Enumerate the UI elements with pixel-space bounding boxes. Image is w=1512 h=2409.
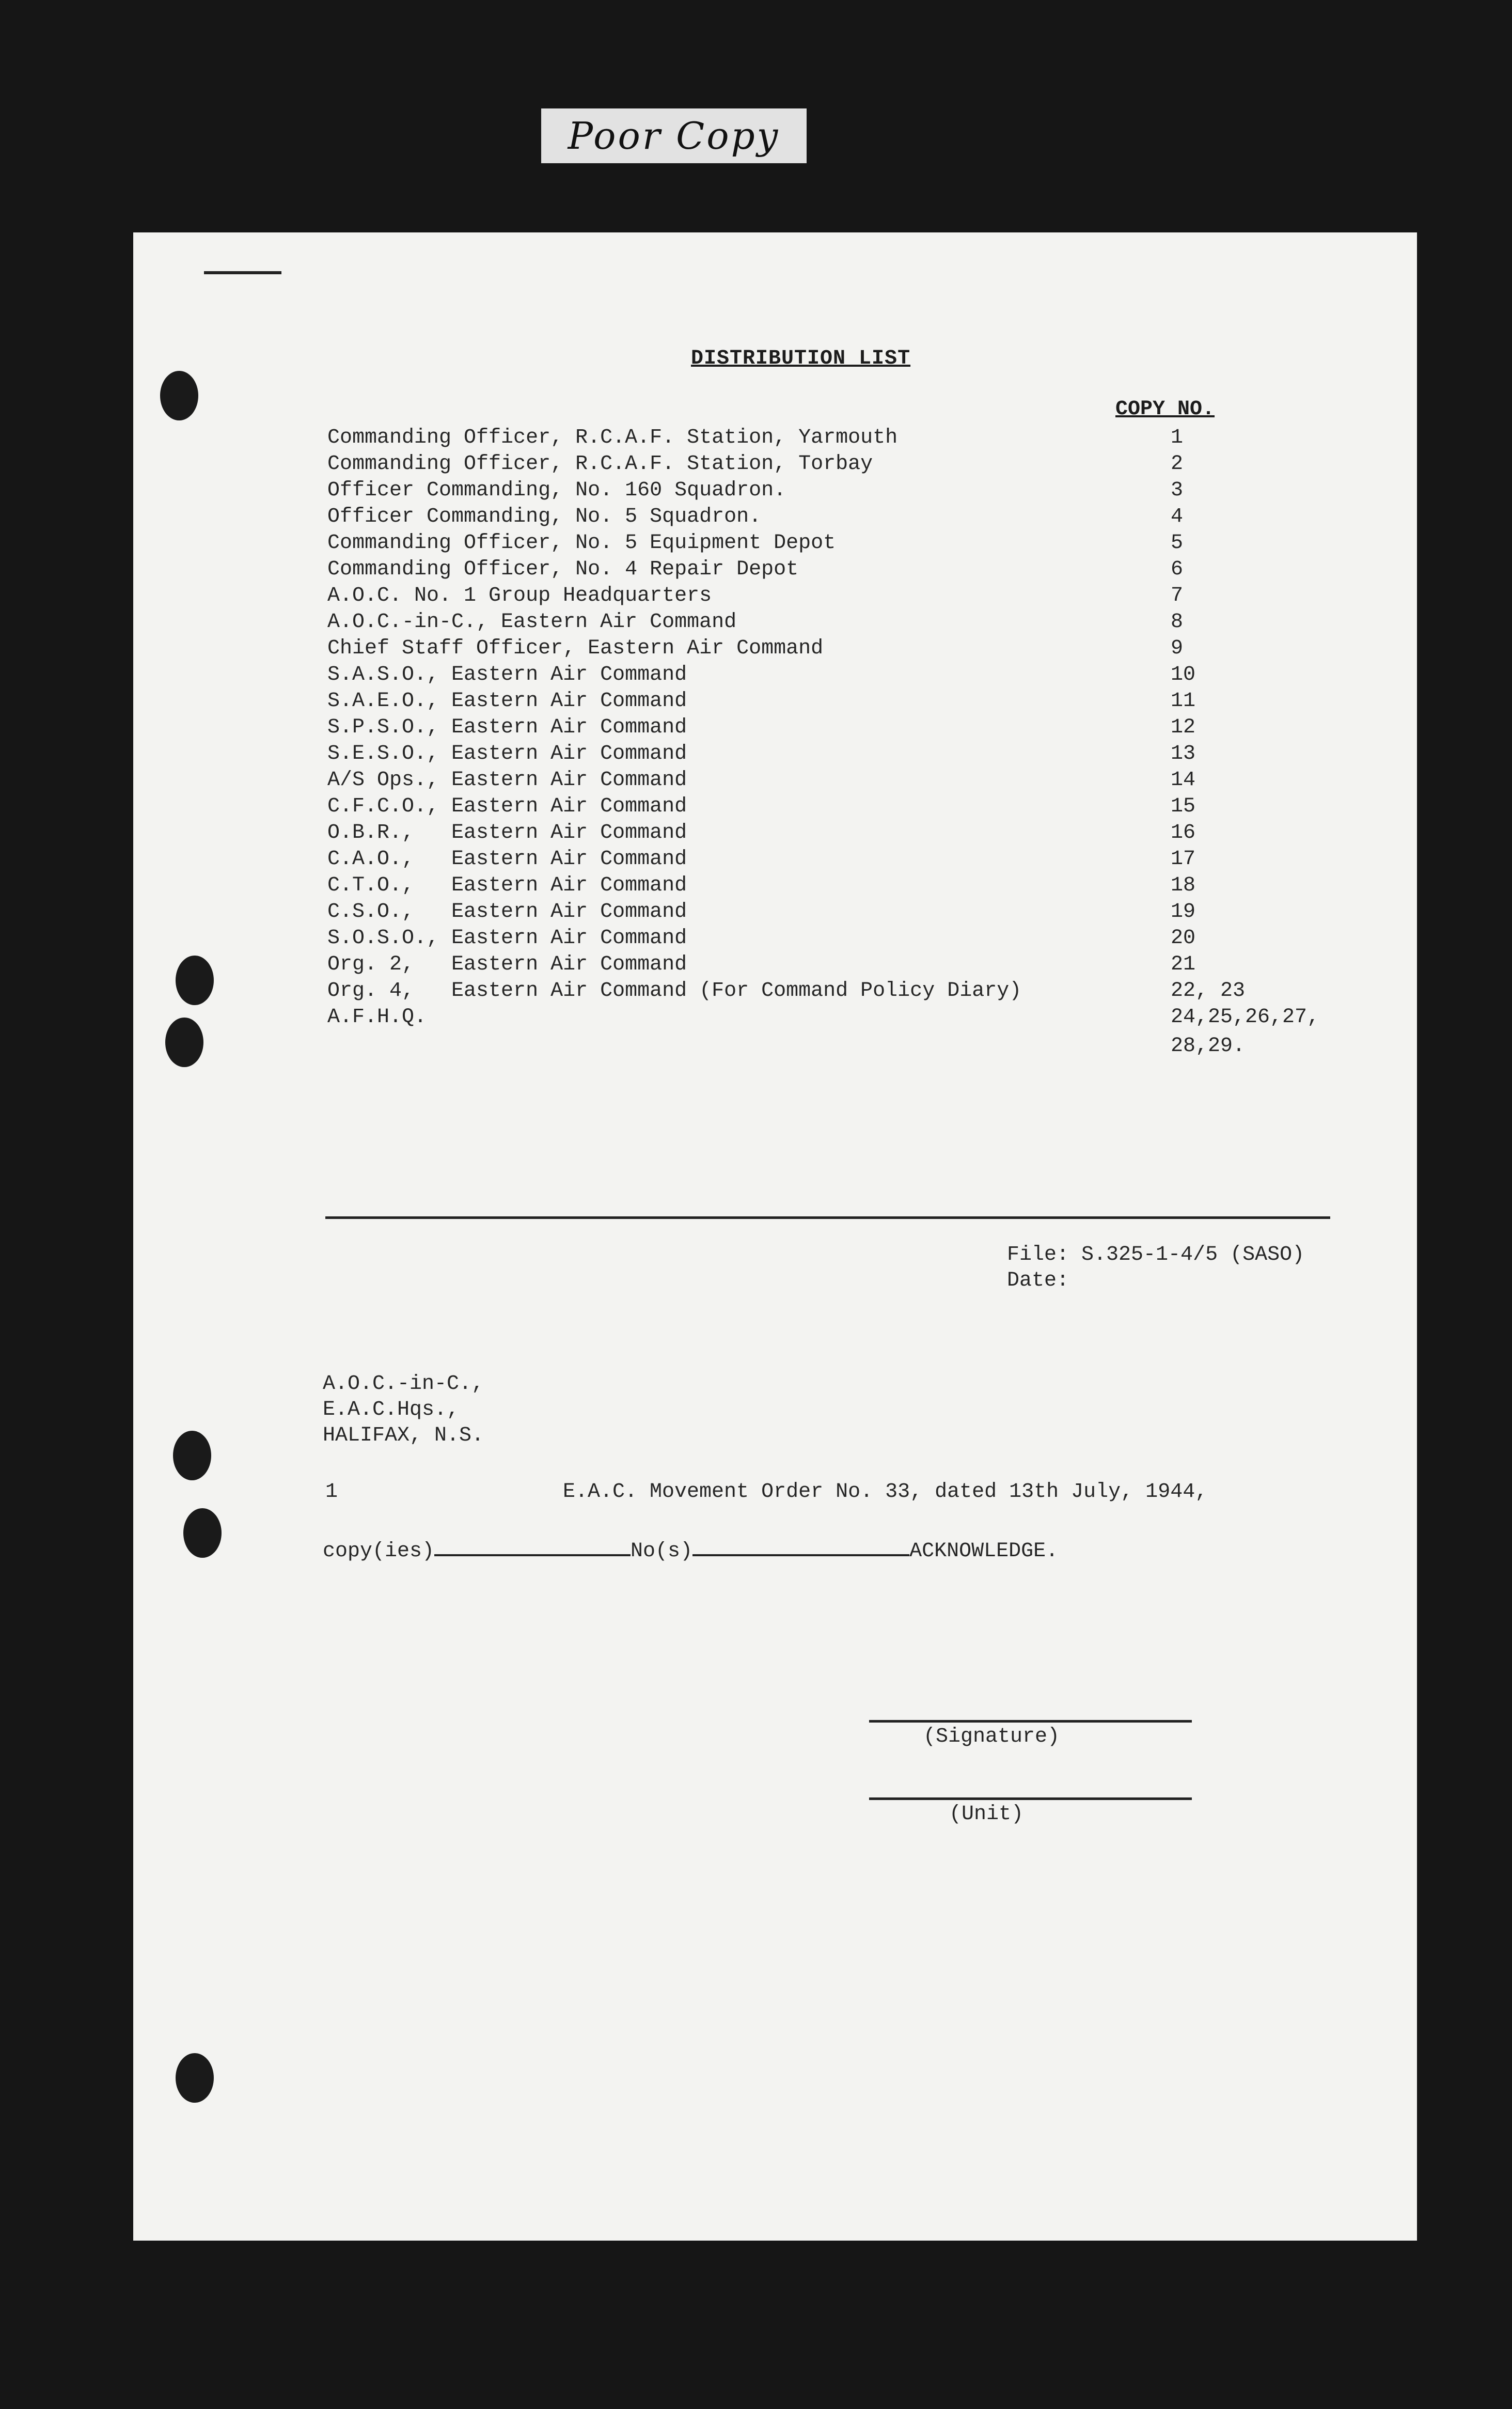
recipient-name: Org. 2, Eastern Air Command	[327, 953, 687, 976]
distribution-row	[327, 477, 1360, 504]
acknowledge-label: ACKNOWLEDGE.	[909, 1540, 1059, 1563]
distribution-row	[327, 556, 1360, 583]
numbers-blank[interactable]	[692, 1537, 909, 1556]
distribution-row	[327, 951, 1360, 978]
copy-number: 16	[1171, 821, 1196, 844]
copies-label: copy(ies)	[323, 1540, 435, 1563]
copy-number: 1	[1171, 426, 1184, 449]
recipient-name: O.B.R., Eastern Air Command	[327, 821, 687, 844]
copy-number: 3	[1171, 479, 1184, 502]
copy-number: 24,25,26,27,	[1171, 1006, 1320, 1029]
recipient-name: A.O.C. No. 1 Group Headquarters	[327, 584, 712, 607]
address-line: E.A.C.Hqs.,	[323, 1398, 460, 1421]
date-field: Date:	[1007, 1269, 1069, 1292]
distribution-row	[327, 899, 1360, 925]
recipient-name: A/S Ops., Eastern Air Command	[327, 769, 687, 792]
copy-number: 19	[1171, 900, 1196, 924]
distribution-row	[327, 820, 1360, 846]
copy-number: 18	[1171, 874, 1196, 897]
recipient-name: Commanding Officer, R.C.A.F. Station, Torbay	[327, 452, 873, 476]
order-reference: E.A.C. Movement Order No. 33, dated 13th July, 1944,	[563, 1480, 1208, 1504]
address-block	[323, 1371, 484, 1449]
copy-number: 8	[1171, 611, 1184, 634]
recipient-name: S.O.S.O., Eastern Air Command	[327, 927, 687, 950]
recipient-name: Org. 4, Eastern Air Command (For Command Policy Diary)	[327, 979, 1022, 1003]
recipient-name: Officer Commanding, No. 160 Squadron.	[327, 479, 786, 502]
signature-line[interactable]	[869, 1720, 1192, 1723]
copy-number: 15	[1171, 795, 1196, 818]
distribution-row	[327, 688, 1360, 714]
margin-tick	[204, 271, 281, 274]
copy-number: 6	[1171, 558, 1184, 581]
copy-number: 14	[1171, 769, 1196, 792]
copy-count: 1	[325, 1480, 338, 1504]
recipient-name: Officer Commanding, No. 5 Squadron.	[327, 505, 762, 528]
copies-blank[interactable]	[434, 1537, 631, 1556]
acknowledgement-line	[323, 1537, 1058, 1563]
copy-number: 22, 23	[1171, 979, 1246, 1003]
copy-number: 7	[1171, 584, 1184, 607]
address-line: A.O.C.-in-C.,	[323, 1372, 484, 1396]
copy-number-continuation: 28,29.	[1171, 1035, 1246, 1058]
recipient-name: C.F.C.O., Eastern Air Command	[327, 795, 687, 818]
poor-copy-stamp: Poor Copy	[541, 108, 807, 163]
distribution-row	[327, 793, 1360, 820]
recipient-name: S.A.S.O., Eastern Air Command	[327, 663, 687, 686]
recipient-name: S.P.S.O., Eastern Air Command	[327, 716, 687, 739]
copy-number: 2	[1171, 452, 1184, 476]
file-reference: File: S.325-1-4/5 (SASO)	[1007, 1243, 1305, 1266]
recipient-name: S.A.E.O., Eastern Air Command	[327, 690, 687, 713]
recipient-name: Commanding Officer, No. 4 Repair Depot	[327, 558, 799, 581]
distribution-list	[327, 425, 1360, 1030]
signature-label: (Signature)	[923, 1725, 1060, 1748]
distribution-row	[327, 504, 1360, 530]
distribution-row	[327, 741, 1360, 767]
distribution-row	[327, 846, 1360, 872]
distribution-row	[327, 978, 1360, 1004]
distribution-row	[327, 451, 1360, 477]
distribution-row	[327, 872, 1360, 899]
recipient-name: Commanding Officer, R.C.A.F. Station, Yarmouth	[327, 426, 898, 449]
punch-hole	[183, 1508, 222, 1558]
file-reference-block	[1007, 1242, 1304, 1294]
copy-number: 17	[1171, 848, 1196, 871]
copy-number: 20	[1171, 927, 1196, 950]
copy-number: 5	[1171, 531, 1184, 555]
punch-hole	[176, 956, 214, 1005]
recipient-name: S.E.S.O., Eastern Air Command	[327, 742, 687, 765]
distribution-row	[327, 425, 1360, 451]
recipient-name: A.F.H.Q.	[327, 1006, 427, 1029]
unit-label: (Unit)	[949, 1803, 1024, 1826]
distribution-row	[327, 530, 1360, 556]
distribution-row	[327, 662, 1360, 688]
copy-number: 11	[1171, 690, 1196, 713]
distribution-row	[327, 714, 1360, 741]
distribution-row	[327, 1004, 1360, 1030]
unit-line[interactable]	[869, 1797, 1192, 1800]
copy-number: 13	[1171, 742, 1196, 765]
copy-number: 21	[1171, 953, 1196, 976]
address-line: HALIFAX, N.S.	[323, 1424, 484, 1447]
punch-hole	[165, 1018, 203, 1067]
distribution-row	[327, 583, 1360, 609]
recipient-name: A.O.C.-in-C., Eastern Air Command	[327, 611, 737, 634]
recipient-name: C.S.O., Eastern Air Command	[327, 900, 687, 924]
recipient-name: Chief Staff Officer, Eastern Air Command	[327, 637, 824, 660]
distribution-row	[327, 925, 1360, 951]
distribution-row	[327, 767, 1360, 793]
copy-number: 10	[1171, 663, 1196, 686]
page-title: DISTRIBUTION LIST	[691, 347, 911, 370]
punch-hole	[160, 371, 198, 420]
copy-number: 9	[1171, 637, 1184, 660]
numbers-label: No(s)	[631, 1540, 693, 1563]
copy-number: 4	[1171, 505, 1184, 528]
copy-number-header: COPY NO.	[1115, 398, 1215, 421]
punch-hole	[173, 1431, 211, 1480]
punch-hole	[176, 2053, 214, 2103]
recipient-name: C.A.O., Eastern Air Command	[327, 848, 687, 871]
recipient-name: C.T.O., Eastern Air Command	[327, 874, 687, 897]
recipient-name: Commanding Officer, No. 5 Equipment Depot	[327, 531, 836, 555]
distribution-row	[327, 609, 1360, 635]
divider-rule	[325, 1216, 1330, 1219]
distribution-row	[327, 635, 1360, 662]
copy-number: 12	[1171, 716, 1196, 739]
